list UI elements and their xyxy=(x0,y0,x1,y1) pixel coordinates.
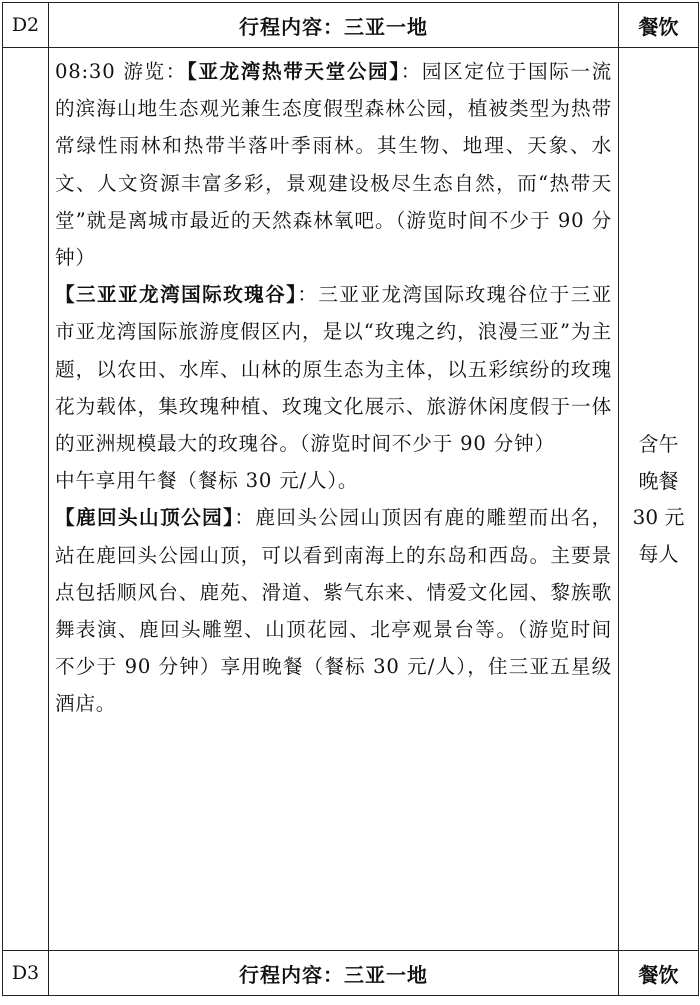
meal-line: 每人 xyxy=(638,541,679,566)
meal-info xyxy=(619,48,699,951)
day-content-row xyxy=(3,48,699,951)
itinerary-table xyxy=(2,2,699,996)
attraction-description: ：园区定位于国际一流的滨海山地生态观光兼生态度假型森林公园，植被类型为热带常绿性雨林和热带半落叶季雨林。其生物、地理、天象、水文、人文资源丰富多彩，景观建设极尽生态自然，而“热带天堂”就是离城市最近的天然森林氧吧。（游览时间不少于 90 分钟） xyxy=(55,60,612,270)
meal-header: 餐饮 xyxy=(619,3,699,48)
day-label: D2 xyxy=(3,3,49,48)
day-header-row xyxy=(3,951,699,996)
itinerary-paragraph xyxy=(55,499,612,722)
attraction-name: 【亚龙湾热带天堂公园】 xyxy=(186,60,401,83)
day-label: D3 xyxy=(3,951,49,996)
itinerary-paragraph xyxy=(55,276,612,462)
attraction-name: 【三亚亚龙湾国际玫瑰谷】 xyxy=(55,283,298,307)
meal-header: 餐饮 xyxy=(619,951,699,996)
itinerary-header: 行程内容：三亚一地 xyxy=(49,3,619,48)
visit-time-text: 08:30 游览： xyxy=(55,60,187,83)
lunch-note-text: 中午享用午餐（餐标 30 元/人）。 xyxy=(55,469,359,493)
attraction-name: 【鹿回头山顶公园】 xyxy=(55,506,235,530)
meal-line: 晚餐 xyxy=(638,468,679,493)
itinerary-content xyxy=(49,48,619,951)
day-header-row xyxy=(3,3,699,48)
itinerary-paragraph xyxy=(55,53,612,276)
attraction-description: ：鹿回头公园山顶因有鹿的雕塑而出名，站在鹿回头公园山顶，可以看到南海上的东岛和西岛。主要景点包括顺风台、鹿苑、滑道、紫气东来、情爱文化园、黎族歌舞表演、鹿回头雕塑、山顶花园、北亭观景台等。（游览时间不少于 90 分钟）享用晚餐（餐标 30 元/人），住三亚五星级酒店。 xyxy=(55,506,612,716)
meal-line: 30 元 xyxy=(632,505,685,529)
meal-line: 含午 xyxy=(638,432,679,456)
day-label-blank-cell xyxy=(3,48,49,951)
lunch-note xyxy=(55,462,612,499)
attraction-description: ：三亚亚龙湾国际玫瑰谷位于三亚市亚龙湾国际旅游度假区内，是以“玫瑰之约，浪漫三亚”为主题，以农田、水库、山林的原生态为主体，以五彩缤纷的玫瑰花为载体，集玫瑰种植、玫瑰文化展示、旅游休闲度假于一体的亚洲规模最大的玫瑰谷。（游览时间不少于 90 分钟） xyxy=(55,283,612,456)
itinerary-header: 行程内容：三亚一地 xyxy=(49,951,619,996)
